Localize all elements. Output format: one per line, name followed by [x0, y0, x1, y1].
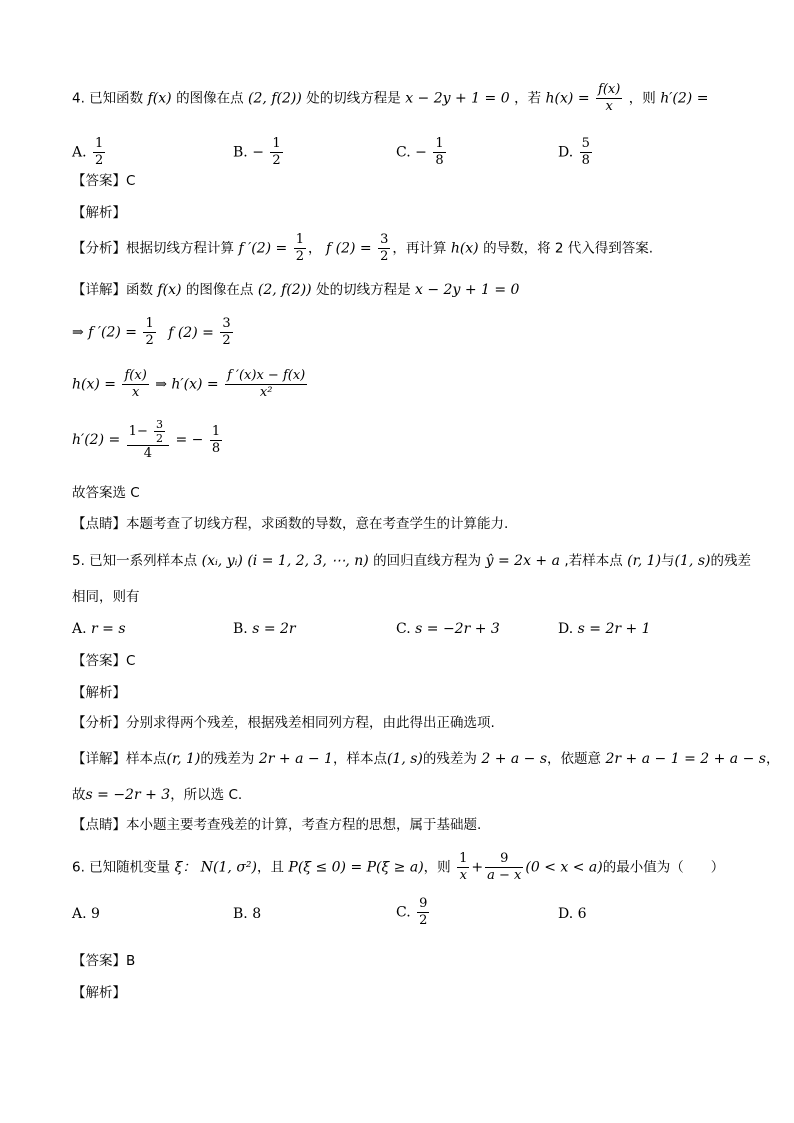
fenxi-text: 根据切线方程计算: [126, 240, 234, 257]
q4-conclusion: [72, 484, 140, 502]
fraction-denominator: 2: [222, 333, 231, 348]
fraction-numerator: 3: [155, 418, 163, 431]
fenxi-tag: 【分析】: [72, 715, 126, 731]
q5-jiexi: [72, 684, 126, 702]
q5-stem-formula: ŷ = 2x + a: [485, 553, 560, 569]
option-fraction: [580, 136, 592, 169]
answer-value: C: [126, 173, 136, 189]
q4-option-c: [396, 136, 448, 169]
q6-stem-formula: P(ξ ≤ 0) = P(ξ ≥ a): [288, 859, 424, 876]
q5-stem-formula: (i = 1, 2, 3, ⋯, n): [247, 553, 369, 569]
fraction-denominator: 2: [295, 249, 305, 264]
inner-fraction: [154, 418, 165, 445]
step-formula: h(x) =: [72, 376, 117, 393]
fenxi-text: ，: [308, 240, 322, 257]
fenxi-formula: f (2) =: [325, 240, 372, 257]
q6-stem-fraction: [457, 851, 469, 884]
q5-stem: [72, 552, 751, 570]
detail-formula: 2r + a − 1: [258, 751, 333, 767]
q5-stem-text: 的回归直线方程为: [373, 553, 482, 569]
conclusion-text: 故答案选 C: [72, 485, 140, 501]
q4-option-a: [72, 136, 107, 169]
detail-text: 故: [72, 787, 86, 803]
fenxi-fraction: [294, 232, 306, 265]
q6-stem-text: 6. 已知随机变量: [72, 859, 171, 876]
option-label: A.: [72, 144, 87, 161]
fraction-denominator: x: [459, 868, 467, 883]
step-fraction: [122, 368, 148, 401]
q4-xiangjie: [72, 281, 519, 299]
q4-stem-fraction: [596, 82, 622, 115]
option-label: B.: [233, 621, 248, 637]
fraction-numerator: 9: [419, 896, 428, 911]
step-formula: ⇒ f ′(2) =: [72, 324, 138, 341]
detail-formula: f(x): [157, 282, 182, 298]
q4-answer: [72, 172, 135, 190]
q6-option-b: [233, 905, 261, 923]
option-label: C.: [396, 621, 411, 637]
fraction-numerator: 3: [380, 232, 389, 247]
comment-text: 本题考查了切线方程，求函数的导数，意在考查学生的计算能力.: [126, 516, 509, 532]
q4-stem-text: ，若: [514, 90, 542, 107]
fraction-denominator: 2: [155, 432, 163, 445]
q6-option-d: [558, 905, 587, 923]
q4-step-3: [72, 368, 309, 401]
q6-option-a: [72, 905, 100, 923]
q5-fenxi: [72, 714, 495, 732]
fraction-denominator: 8: [581, 153, 590, 168]
fraction-numerator: 1: [145, 316, 154, 331]
fraction-numerator: 3: [222, 316, 231, 331]
q6-stem-formula: (0 < x < a): [525, 859, 603, 876]
comment-tag: 【点睛】: [72, 516, 126, 532]
q5-xiangjie-line2: [72, 786, 242, 804]
step-formula: = −: [175, 432, 204, 448]
comment-tag: 【点睛】: [72, 817, 126, 833]
step-formula: ⇒ h′(x) =: [155, 376, 219, 393]
fraction-denominator: 2: [95, 153, 104, 168]
option-text: 8: [252, 906, 262, 922]
q4-jiexi: [72, 204, 126, 222]
fraction-numerator: 1: [435, 136, 444, 151]
q4-stem-text: 的图像在点: [176, 90, 244, 107]
q5-option-c: [396, 620, 500, 638]
q6-stem-formula: N(1, σ²): [200, 859, 257, 876]
fraction-numerator: f ′(x)x − f(x): [227, 368, 306, 383]
detail-formula: (2, f(2)): [257, 282, 312, 298]
detail-formula: x − 2y + 1 = 0: [415, 282, 520, 298]
option-label: A.: [72, 621, 87, 637]
step-formula: h′(2) =: [72, 432, 121, 448]
step-formula: f (2) =: [168, 324, 214, 341]
analysis-tag: 【解析】: [72, 205, 126, 221]
fenxi-fraction: [378, 232, 390, 265]
detail-formula: s = −2r + 3: [85, 787, 171, 803]
answer-value: B: [126, 953, 136, 969]
q4-stem-ask: h′(2) =: [660, 90, 709, 107]
q4-stem-hx: h(x) =: [545, 90, 590, 107]
option-label: D.: [558, 906, 574, 922]
q4-stem-tangent: x − 2y + 1 = 0: [405, 90, 510, 107]
detail-text: 样本点: [126, 751, 167, 767]
detail-formula: 2 + a − s: [481, 751, 548, 767]
option-text: 6: [577, 906, 587, 922]
detail-text: 的图像在点: [185, 282, 254, 298]
fraction-denominator: 2: [419, 913, 428, 928]
fenxi-formula: f ′(2) =: [238, 240, 288, 257]
fraction-denominator: 2: [145, 333, 154, 348]
q4-step-4: [72, 418, 224, 462]
fraction-numerator: [127, 418, 169, 446]
option-text: s = −2r + 3: [415, 621, 500, 637]
fraction-denominator: a − x: [487, 868, 522, 883]
q5-stem-formula: (xᵢ, yᵢ): [201, 553, 243, 569]
option-label: C.: [396, 904, 411, 921]
q5-stem-text: 5. 已知一系列样本点: [72, 553, 198, 569]
fraction-numerator: f(x): [598, 82, 621, 97]
q4-option-b: [233, 136, 285, 169]
fenxi-tag: 【分析】: [72, 240, 126, 257]
fraction-numerator: 1: [272, 136, 281, 151]
fraction-numerator: 5: [581, 136, 590, 151]
detail-text: 的残差为: [200, 751, 255, 767]
q5-answer: [72, 652, 135, 670]
q5-stem-line2: [72, 588, 140, 606]
q6-stem-fraction: [485, 851, 523, 884]
option-fraction: [93, 136, 105, 169]
option-text: s = 2r + 1: [577, 621, 651, 637]
detail-formula: (r, 1): [166, 751, 201, 767]
q4-step-2: [72, 316, 235, 349]
detail-formula: 2r + a − 1 = 2 + a − s: [605, 751, 766, 767]
option-text: s = 2r: [252, 621, 296, 637]
detail-tag: 【详解】: [72, 282, 126, 298]
option-text: 9: [91, 906, 100, 922]
q4-fenxi: [72, 232, 653, 265]
detail-text: ，所以选 C.: [170, 787, 243, 803]
fraction-denominator: x²: [259, 385, 273, 400]
fraction-denominator: 2: [380, 249, 389, 264]
step-fraction: [143, 316, 155, 349]
plus-sign: +: [471, 859, 484, 876]
q6-option-c: [396, 896, 431, 929]
q4-dianjing: [72, 515, 508, 533]
q4-stem: [72, 82, 708, 115]
option-label: D.: [558, 621, 574, 637]
q4-stem-point: (2, f(2)): [248, 90, 302, 107]
q6-stem: [72, 851, 724, 884]
answer-tag: 【答案】: [72, 953, 126, 969]
step-compound-fraction: [127, 418, 169, 462]
q5-stem-text: ,若样本点: [564, 553, 623, 569]
fraction-numerator: 1: [295, 232, 305, 247]
step-fraction: [220, 316, 232, 349]
q5-stem-formula: (1, s): [674, 553, 711, 569]
analysis-tag: 【解析】: [72, 685, 126, 701]
analysis-tag: 【解析】: [72, 985, 126, 1001]
q5-stem-text: 与: [661, 553, 675, 569]
q6-answer: [72, 952, 135, 970]
step-fraction: [210, 424, 222, 457]
option-label: A.: [72, 906, 87, 922]
fraction-denominator: 8: [435, 153, 444, 168]
q5-option-b: [233, 620, 296, 638]
q5-dianjing: [72, 816, 481, 834]
q5-stem-formula: (r, 1): [627, 553, 662, 569]
option-label: D.: [558, 144, 574, 161]
q4-stem-text: 处的切线方程是: [306, 90, 401, 107]
q6-stem-formula: ξ：: [174, 859, 197, 876]
option-label: B.: [233, 906, 248, 922]
step-fraction: [225, 368, 307, 401]
fenxi-text: 分别求得两个残差，根据残差相同列方程，由此得出正确选项.: [126, 715, 495, 731]
option-label: C.: [396, 144, 411, 161]
detail-text: 处的切线方程是: [316, 282, 411, 298]
q4-stem-fx: f(x): [147, 90, 172, 107]
detail-text: ，依题意: [547, 751, 602, 767]
detail-formula: (1, s): [386, 751, 423, 767]
fraction-denominator: 8: [211, 440, 221, 456]
fenxi-text: ，再计算: [392, 240, 447, 257]
answer-tag: 【答案】: [72, 173, 126, 189]
option-fraction: [417, 896, 429, 929]
fraction-numerator: 1: [459, 851, 468, 866]
q5-option-a: [72, 620, 126, 638]
detail-text: ，: [765, 751, 780, 767]
answer-value: C: [126, 653, 136, 669]
q5-stem-text: 的残差: [710, 553, 751, 569]
q4-stem-prefix: 4. 已知函数: [72, 90, 144, 107]
option-sign: −: [415, 144, 427, 161]
q5-stem-text: 相同，则有: [72, 589, 140, 605]
q5-xiangjie: [72, 750, 779, 768]
detail-text: 函数: [126, 282, 153, 298]
detail-text: ，样本点: [332, 751, 387, 767]
fraction-denominator: 4: [143, 446, 152, 461]
q6-stem-text: 的最小值为（ ）: [602, 859, 725, 876]
fraction-numerator: 9: [485, 851, 523, 868]
q6-stem-text: ，且: [256, 859, 284, 876]
fraction-denominator: 2: [272, 153, 281, 168]
option-fraction: [270, 136, 282, 169]
fraction-numerator: 1: [211, 423, 221, 439]
detail-text: 的残差为: [422, 751, 477, 767]
q4-stem-text: ，则: [628, 90, 656, 107]
answer-tag: 【答案】: [72, 653, 126, 669]
detail-tag: 【详解】: [72, 751, 126, 767]
numerator-text: 1−: [128, 424, 148, 439]
fenxi-formula: h(x): [450, 240, 479, 257]
comment-text: 本小题主要考查残差的计算，考查方程的思想，属于基础题.: [126, 817, 482, 833]
fenxi-text: 的导数，将 2 代入得到答案.: [483, 240, 654, 257]
q5-option-d: [558, 620, 651, 638]
fraction-numerator: f(x): [124, 368, 147, 383]
option-text: r = s: [91, 621, 126, 637]
option-sign: −: [252, 144, 264, 161]
fraction-denominator: x: [131, 385, 140, 400]
fraction-numerator: 1: [95, 136, 104, 151]
option-fraction: [433, 136, 445, 169]
q4-option-d: [558, 136, 594, 169]
option-label: B.: [233, 144, 248, 161]
q6-jiexi: [72, 984, 126, 1002]
q6-stem-text: ，则: [423, 859, 451, 876]
fraction-denominator: x: [605, 99, 613, 114]
